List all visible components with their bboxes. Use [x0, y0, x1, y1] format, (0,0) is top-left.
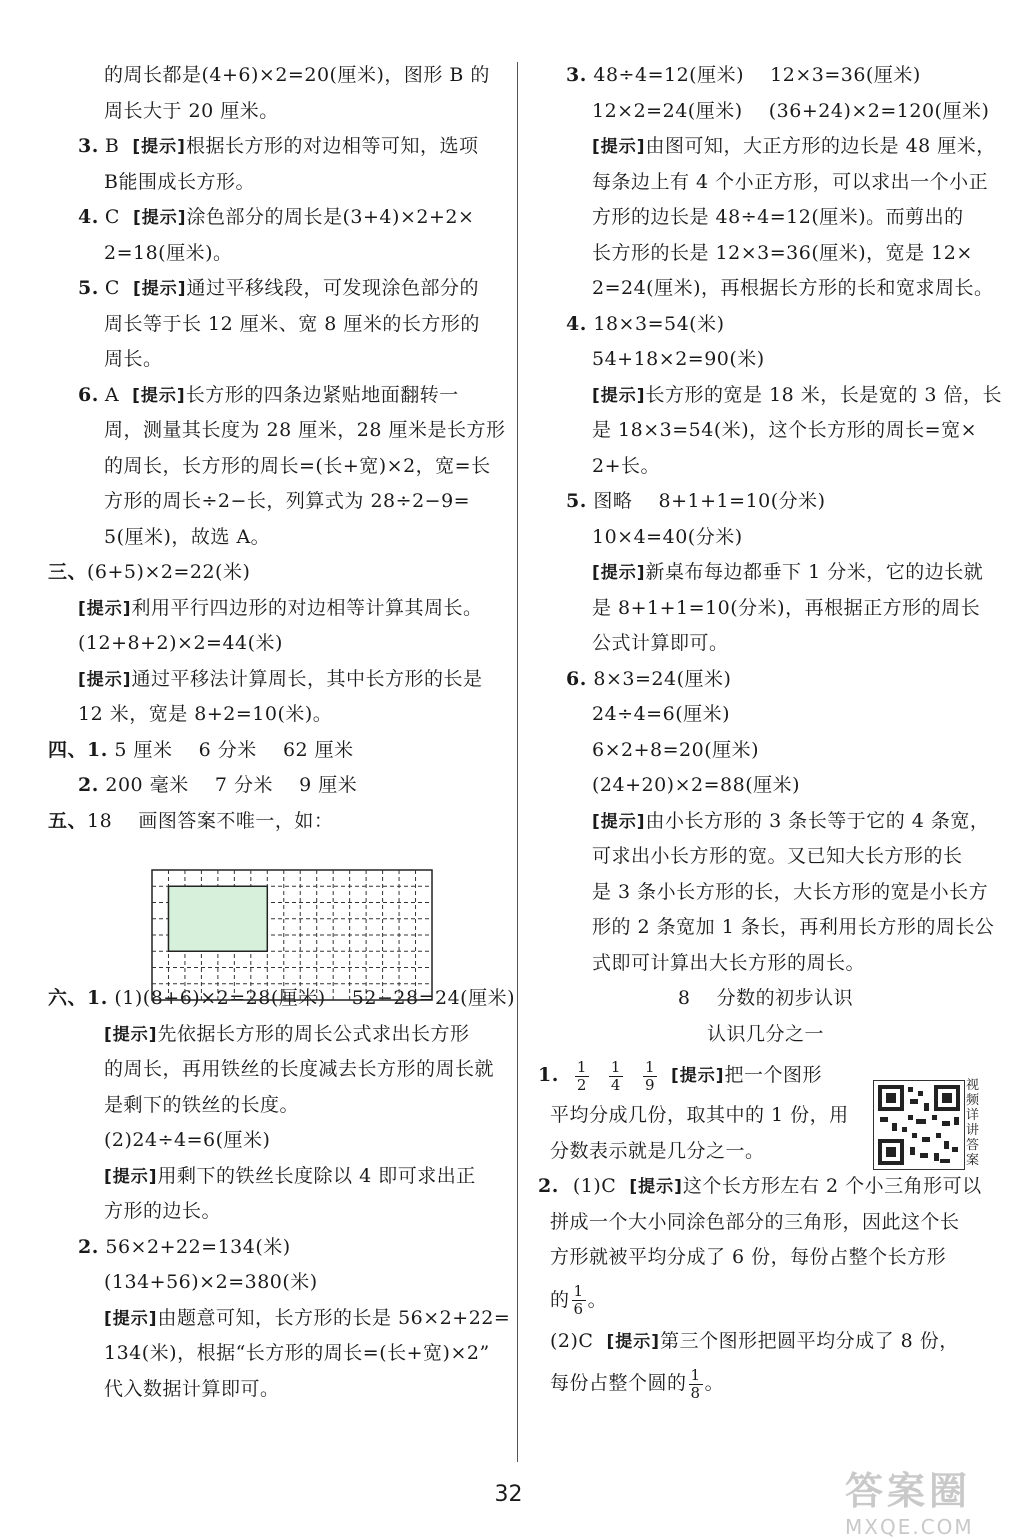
question-number: 2.	[78, 774, 99, 796]
question-number: 五、	[48, 809, 88, 832]
hint-label: [提示]	[132, 208, 187, 228]
question-number: 5.	[78, 277, 99, 299]
answer-line	[548, 342, 993, 378]
answer-text: 平均分成几份，取其中的 1 份，用	[550, 1104, 849, 1126]
answer-text: 24÷4=6(厘米)	[592, 703, 731, 725]
answer-text: 56×2+22=134(米)	[98, 1235, 291, 1258]
answer-text: (6+5)×2=22(米)	[87, 561, 251, 583]
numerator: 1	[610, 1057, 621, 1076]
answer-text: 。	[587, 1288, 608, 1311]
answer-line	[48, 236, 508, 272]
answer-line	[548, 520, 993, 556]
answer-line	[548, 449, 993, 485]
fraction	[689, 1367, 703, 1402]
hint-label: [提示]	[132, 137, 186, 157]
answer-line	[48, 662, 508, 698]
hint-label: [提示]	[592, 563, 646, 583]
answer-text: 2+长。	[592, 454, 661, 477]
answer-line	[48, 520, 508, 556]
answer-choice: (2)C	[550, 1329, 607, 1352]
denominator: 8	[690, 1383, 701, 1402]
answer-line	[548, 58, 993, 94]
answer-text: 通过平移法计算周长，其中长方形的长是	[131, 667, 483, 690]
answer-text: 长方形的四条边紧贴地面翻转一	[185, 383, 459, 406]
denominator: 4	[610, 1075, 621, 1094]
answer-text: 涂色部分的周长是(3+4)×2+2×	[186, 206, 475, 228]
denominator: 2	[576, 1075, 587, 1094]
hint-label: [提示]	[132, 385, 186, 406]
fractions-section	[538, 981, 993, 1407]
question-number: 1.	[538, 1064, 559, 1086]
answer-line	[548, 555, 993, 591]
answer-text: 长方形的宽是 18 米，长是宽的 3 倍，长	[645, 383, 1002, 406]
answer-text: 方形就被平均分成了 6 份，每份占整个长方形	[550, 1246, 947, 1268]
answer-line	[48, 591, 508, 627]
answer-line	[48, 129, 508, 165]
answer-line	[48, 1123, 508, 1159]
hint-label: [提示]	[104, 1308, 158, 1329]
answer-text: 8×3=24(厘米)	[586, 667, 732, 690]
answer-line	[48, 378, 508, 414]
answer-line	[48, 768, 508, 804]
hint-label: [提示]	[104, 1024, 158, 1045]
answer-text: 每份占整个圆的	[550, 1372, 687, 1394]
answer-line	[538, 1240, 993, 1276]
answer-choice: C	[104, 206, 133, 228]
numerator: 1	[690, 1365, 701, 1384]
question-number: 6.	[78, 383, 99, 406]
answer-text: 10×4=40(分米)	[592, 525, 743, 548]
answer-text: 周长大于 20 厘米。	[104, 99, 279, 122]
answer-rectangle	[168, 886, 267, 951]
answer-line	[48, 733, 508, 769]
answer-line	[548, 697, 993, 733]
answer-text: 由图可知，大正方形的边长是 48 厘米，	[645, 135, 996, 157]
hint-label: [提示]	[78, 669, 132, 690]
qr-label: 视频详讲答案	[966, 1078, 980, 1168]
answer-line	[548, 236, 993, 272]
answer-line	[548, 165, 993, 201]
answer-text: 通过平移线段，可发现涂色部分的	[186, 277, 480, 299]
answer-line	[548, 875, 993, 911]
answer-choice: A	[104, 383, 133, 406]
hint-label: [提示]	[629, 1177, 683, 1197]
hint-label: [提示]	[132, 279, 187, 299]
answer-line	[48, 555, 508, 591]
answer-text: 利用平行四边形的对边相等计算其周长。	[131, 596, 483, 619]
answer-choice: C	[104, 277, 133, 299]
answer-text: (134+56)×2=380(米)	[104, 1271, 318, 1293]
question-number: 2.	[538, 1175, 559, 1197]
answer-line	[48, 1017, 508, 1053]
answer-text: 分数表示就是几分之一。	[550, 1139, 765, 1162]
answer-text: 先依据长方形的周长公式求出长方形	[157, 1022, 470, 1045]
answer-text: 周长等于长 12 厘米、宽 8 厘米的长方形的	[104, 312, 480, 335]
answer-text: 的周长，再用铁丝的长度减去长方形的周长就	[104, 1058, 495, 1080]
answer-line	[48, 1088, 508, 1124]
question-number: 3.	[566, 64, 587, 86]
left-column	[48, 58, 516, 1407]
answer-line	[48, 1194, 508, 1230]
answer-line	[48, 1052, 508, 1088]
answer-text: 式即可计算出大长方形的周长。	[592, 951, 866, 974]
answer-text: 新桌布每边都垂下 1 分米，它的边长就	[645, 561, 984, 583]
answer-text: (1)(8+6)×2=28(厘米) 52−28=24(厘米)	[107, 987, 516, 1009]
question-number: 6.	[566, 667, 587, 690]
answer-text: 公式计算即可。	[592, 632, 729, 654]
answer-line	[48, 804, 508, 840]
answer-line	[48, 1230, 508, 1266]
answer-text: 方形的周长÷2−长，列算式为 28÷2−9=	[104, 490, 471, 512]
answer-text: 可求出小长方形的宽。又已知大长方形的长	[592, 845, 963, 867]
answer-text: 的周长，长方形的周长=(长+宽)×2，宽=长	[104, 454, 491, 477]
answer-line	[548, 768, 993, 804]
answer-text: 由小长方形的 3 条长等于它的 4 条宽，	[645, 809, 990, 832]
answer-line	[48, 413, 508, 449]
answer-text: 200 毫米 7 分米 9 厘米	[98, 774, 358, 796]
answer-text: 5(厘米)，故选 A。	[104, 525, 271, 548]
answer-text: 是 3 条小长方形的长，大长方形的宽是小长方	[592, 880, 989, 903]
answer-text: 134(米)，根据“长方形的周长=(长+宽)×2”	[104, 1342, 490, 1364]
watermark-url: MXQE.COM	[845, 1515, 974, 1539]
answer-line	[48, 1159, 508, 1195]
answer-line	[548, 662, 993, 698]
denominator: 9	[644, 1075, 655, 1094]
answer-line	[48, 94, 508, 130]
answer-text: 第三个图形把圆平均分成了 8 份，	[660, 1329, 959, 1352]
answer-line	[48, 484, 508, 520]
answer-line	[548, 839, 993, 875]
answer-text: 5 厘米 6 分米 62 厘米	[107, 738, 354, 761]
answer-line	[548, 378, 1002, 414]
answer-text: 。	[704, 1372, 725, 1394]
denominator: 6	[573, 1300, 584, 1318]
answer-line	[548, 94, 993, 130]
answer-text: 6×2+8=20(厘米)	[592, 738, 760, 761]
fraction	[609, 1059, 623, 1094]
numerator: 1	[576, 1057, 587, 1076]
fraction	[643, 1059, 657, 1094]
question-number: 四、1.	[48, 738, 108, 761]
question-number: 5.	[566, 490, 587, 512]
answer-line	[48, 626, 508, 662]
qr-code-icon	[873, 1080, 965, 1170]
answer-line	[548, 946, 993, 982]
numerator: 1	[573, 1282, 584, 1300]
answer-line	[538, 1276, 993, 1324]
hint-label: [提示]	[592, 385, 646, 406]
answer-choice: (1)C	[572, 1175, 630, 1197]
answer-line	[548, 591, 993, 627]
answer-text: 这个长方形左右 2 个小三角形可以	[682, 1175, 982, 1197]
answer-text: 拼成一个大小同涂色部分的三角形，因此这个长	[550, 1210, 960, 1233]
answer-text: 图略 8+1+1=10(分米)	[586, 490, 826, 512]
answer-text: 18×3=54(米)	[586, 312, 725, 335]
answer-line	[548, 271, 993, 307]
watermark-logo	[845, 1460, 1010, 1539]
answer-text: 2=18(厘米)。	[104, 241, 233, 264]
answer-choice: B	[104, 135, 133, 157]
answer-text: 的周长都是(4+6)×2=20(厘米)，图形 B 的	[104, 64, 490, 86]
answer-line	[538, 1324, 993, 1360]
question-number: 六、1.	[48, 987, 108, 1009]
answer-line	[48, 342, 508, 378]
hint-label: [提示]	[592, 811, 646, 832]
question-number: 2.	[78, 1235, 99, 1258]
question-number: 4.	[566, 312, 587, 335]
answer-line	[48, 200, 508, 236]
answer-text: 12 米，宽是 8+2=10(米)。	[78, 703, 333, 725]
answer-line	[548, 413, 993, 449]
answer-text: B能围成长方形。	[104, 170, 255, 193]
answer-line	[48, 307, 508, 343]
answer-text: 2=24(厘米)，再根据长方形的长和宽求周长。	[592, 277, 994, 299]
answer-line	[548, 733, 993, 769]
grid-figure	[150, 868, 434, 1002]
answer-text: 长方形的长是 12×3=36(厘米)，宽是 12×	[592, 241, 973, 264]
answer-text: (2)24÷4=6(厘米)	[104, 1129, 271, 1151]
answer-text: 根据长方形的对边相等可知，选项	[185, 135, 479, 157]
answer-text: 18 画图答案不唯一，如：	[87, 809, 334, 832]
answer-line	[538, 1359, 993, 1407]
fraction	[572, 1283, 586, 1318]
answer-line	[48, 449, 508, 485]
hint-label: [提示]	[104, 1166, 158, 1187]
answer-text: 48÷4=12(厘米) 12×3=36(厘米)	[586, 64, 921, 86]
question-number: 三、	[48, 561, 88, 583]
qr-pattern	[874, 1081, 964, 1169]
answer-line	[548, 910, 993, 946]
subsection-title: 认识几分之一	[706, 1022, 824, 1045]
answer-text: 周长。	[104, 348, 163, 370]
answer-line	[548, 804, 993, 840]
answer-text: 方形的边长。	[104, 1200, 222, 1222]
answer-text: 方形的边长是 48÷4=12(厘米)。而剪出的	[592, 206, 964, 228]
answer-text: 54+18×2=90(米)	[592, 348, 765, 370]
answer-line	[538, 1169, 993, 1205]
answer-text: 每条边上有 4 个小正方形，可以求出一个小正	[592, 170, 989, 193]
answer-line	[48, 165, 508, 201]
answer-text: 用剩下的铁丝长度除以 4 即可求出正	[157, 1164, 476, 1187]
answer-text: 把一个图形	[724, 1064, 823, 1086]
hint-label: [提示]	[592, 137, 646, 157]
fraction	[575, 1059, 589, 1094]
answer-text: 形的 2 条宽加 1 条长，再利用长方形的周长公	[592, 916, 995, 938]
answer-line	[48, 1336, 508, 1372]
watermark-text: 答案圈	[845, 1469, 972, 1513]
answer-line	[548, 307, 993, 343]
question-number: 4.	[78, 206, 99, 228]
column-divider	[517, 62, 518, 1462]
answer-line	[48, 697, 508, 733]
section-title: 8 分数的初步认识	[677, 987, 854, 1009]
answer-line	[548, 129, 996, 165]
hint-label: [提示]	[78, 598, 132, 619]
answer-line	[538, 1205, 993, 1241]
page-number: 32	[494, 1482, 523, 1507]
answer-text: 代入数据计算即可。	[104, 1377, 280, 1400]
answer-line	[548, 200, 993, 236]
answer-line	[48, 1265, 508, 1301]
answer-text: 周，测量其长度为 28 厘米，28 厘米是长方形	[104, 419, 506, 441]
answer-text: (24+20)×2=88(厘米)	[592, 774, 801, 796]
answer-line	[48, 1301, 511, 1337]
answer-line	[48, 1372, 508, 1408]
hint-label: [提示]	[670, 1066, 725, 1086]
answer-text: 是剩下的铁丝的长度。	[104, 1093, 300, 1116]
answer-text: 的	[550, 1288, 570, 1311]
numerator: 1	[644, 1057, 655, 1076]
answer-line	[548, 626, 993, 662]
answer-line	[48, 271, 508, 307]
question-number: 3.	[78, 135, 99, 157]
answer-line	[48, 58, 508, 94]
answer-text: 12×2=24(厘米) (36+24)×2=120(厘米)	[592, 99, 990, 122]
answer-text: 是 18×3=54(米)，这个长方形的周长=宽×	[592, 419, 977, 441]
right-column	[538, 58, 1002, 1407]
answer-text: 是 8+1+1=10(分米)，再根据正方形的周长	[592, 596, 981, 619]
answer-text: 由题意可知，长方形的长是 56×2+22=	[157, 1306, 511, 1329]
answer-text: (12+8+2)×2=44(米)	[78, 632, 283, 654]
answer-line	[548, 484, 993, 520]
hint-label: [提示]	[606, 1331, 661, 1352]
